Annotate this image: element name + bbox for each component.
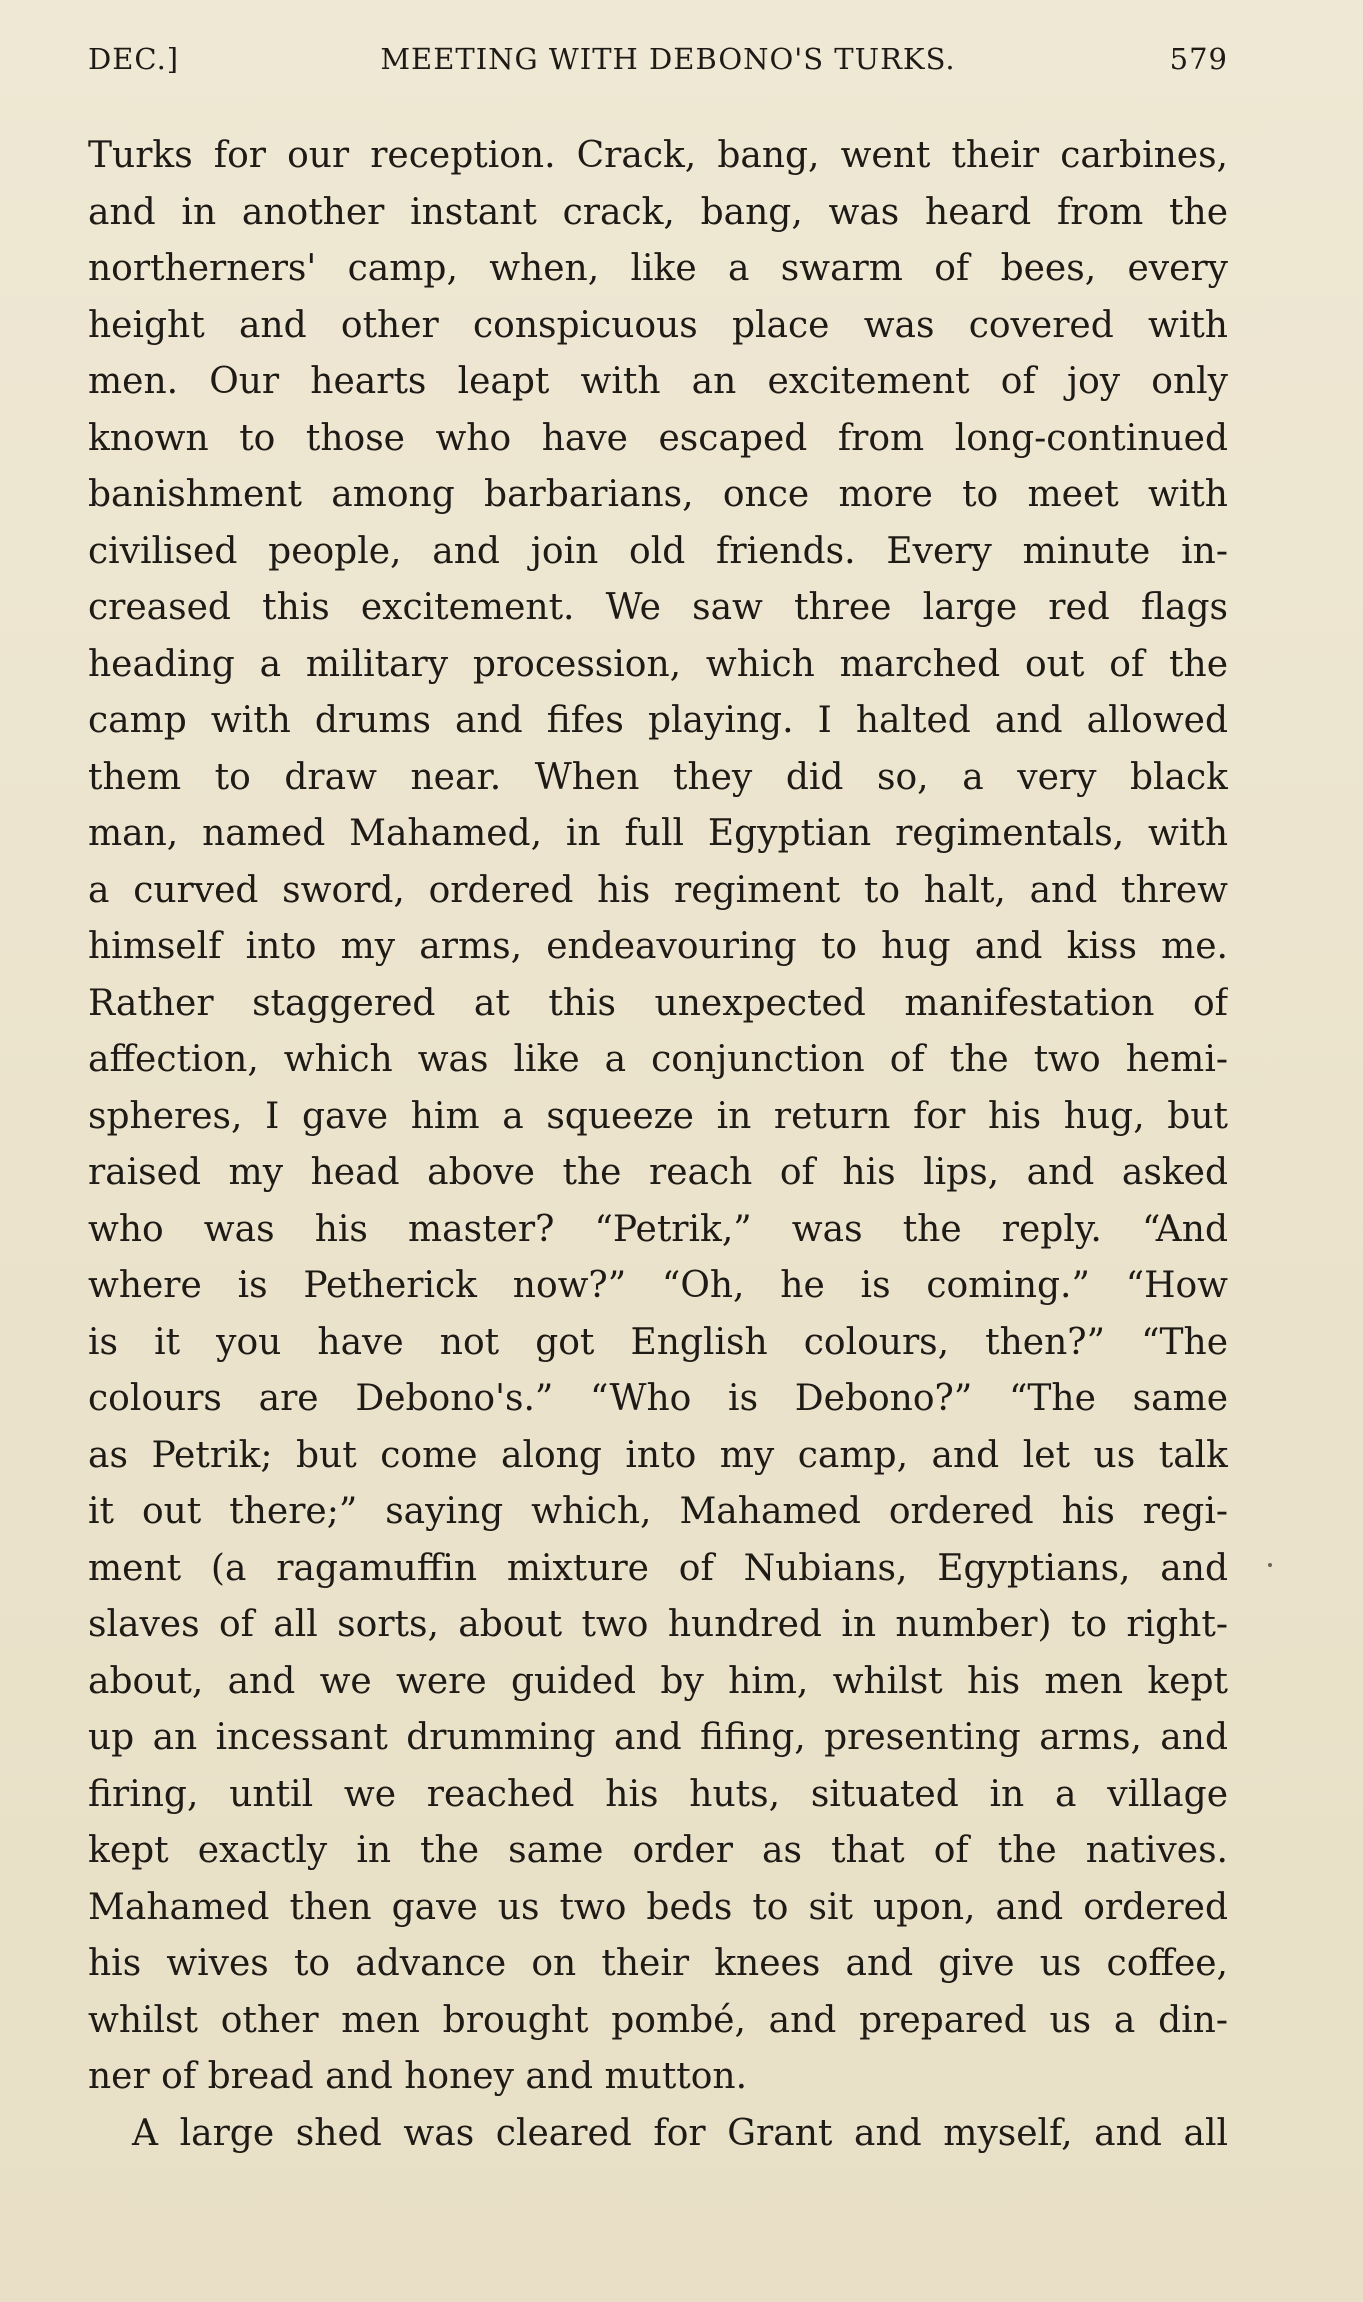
text-line: firing, until we reached his huts, situated in a village [88,1773,1228,1815]
text-line: is it you have not got English colours, then?” “The [88,1321,1228,1363]
text-line: it out there;” saying which, Mahamed ordered his regi- [88,1491,1228,1532]
text-line: about, and we were guided by him, whilst his men kept [88,1660,1228,1702]
text-line: creased this excitement. We saw three large red flags [88,587,1228,628]
header-month: DEC.] [88,42,180,76]
text-line: and in another instant crack, bang, was heard from the [88,191,1228,233]
text-line: affection, which was like a conjunction of the two hemi- [88,1039,1228,1080]
text-line: height and other conspicuous place was covered with [88,304,1228,346]
text-line: raised my head above the reach of his lips, and asked [88,1152,1228,1193]
text-line: himself into my arms, endeavouring to hug and kiss me. [88,926,1228,967]
text-line: men. Our hearts leapt with an excitement of joy only [88,361,1228,402]
text-line: his wives to advance on their knees and give us coffee, [88,1943,1228,1984]
text-line: Mahamed then gave us two beds to sit upon, and ordered [88,1886,1228,1928]
text-line: up an incessant drumming and fifing, presenting arms, and [88,1717,1228,1758]
text-line: as Petrik; but come along into my camp, and let us talk [88,1434,1228,1476]
text-line: them to draw near. When they did so, a very black [88,756,1228,798]
text-line: banishment among barbarians, once more to meet with [88,474,1228,515]
text-line: ment (a ragamuffin mixture of Nubians, Egyptians, and [88,1547,1228,1589]
text-line: a curved sword, ordered his regiment to halt, and threw [88,869,1228,911]
page-number: 579 [1169,42,1228,76]
running-head [88,42,1228,82]
text-line: whilst other men brought pombé, and prepared us a din- [88,1999,1228,2041]
text-line: man, named Mahamed, in full Egyptian regimentals, with [88,813,1228,854]
text-line: heading a military procession, which marched out of the [88,643,1228,685]
body-text [88,128,1228,2162]
text-line: Turks for our reception. Crack, bang, went their carbines, [88,135,1228,176]
text-line: Rather staggered at this unexpected manifestation of [88,982,1228,1024]
text-line: camp with drums and fifes playing. I halted and allowed [88,700,1228,741]
margin-mark [1268,1563,1272,1567]
text-line: who was his master? “Petrik,” was the reply. “And [88,1208,1228,1250]
text-line: slaves of all sorts, about two hundred in number) to right- [88,1604,1228,1645]
text-line: civilised people, and join old friends. Every minute in- [88,530,1228,572]
text-line: where is Petherick now?” “Oh, he is coming.” “How [88,1265,1228,1306]
text-line: spheres, I gave him a squeeze in return for his hug, but [88,1095,1228,1137]
text-line: northerners' camp, when, like a swarm of bees, every [88,248,1228,289]
header-title: MEETING WITH DEBONO'S TURKS. [380,42,956,76]
text-line: known to those who have escaped from long-continued [88,417,1228,459]
paragraph-end-line: ner of bread and honey and mutton. [88,2056,748,2097]
paragraph-start-line: A large shed was cleared for Grant and myself, and all [132,2112,1228,2154]
text-line: kept exactly in the same order as that of the natives. [88,1830,1228,1871]
text-line: colours are Debono's.” “Who is Debono?” “The same [88,1378,1228,1419]
